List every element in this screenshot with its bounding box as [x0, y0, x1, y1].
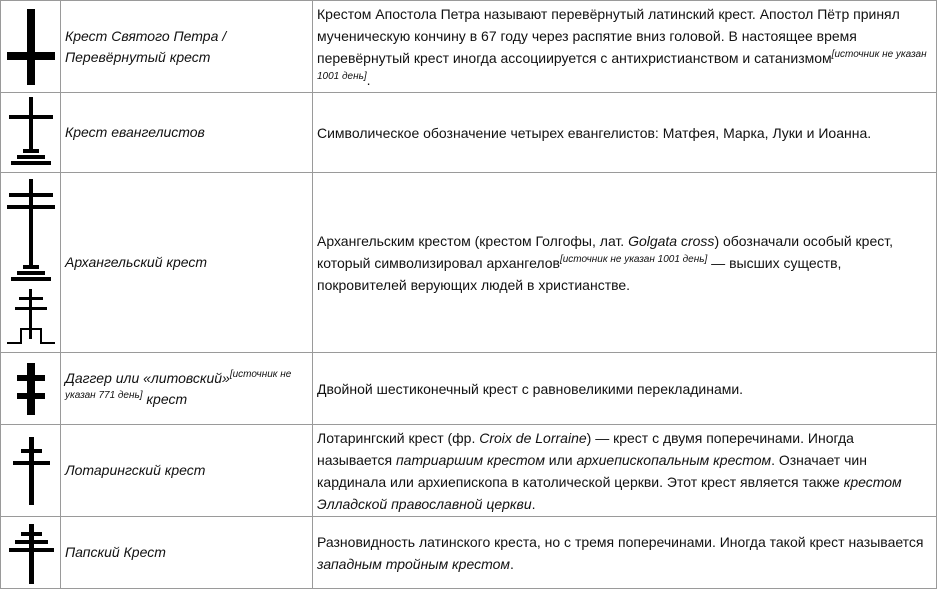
cross-description: Разновидность латинского креста, но с тремя поперечинами. Иногда такой крест называется западным тройным крестом. [313, 517, 937, 589]
table-row-dagger-cross [1, 353, 937, 425]
icon-cell [1, 1, 61, 93]
table-row-archangel-cross [1, 173, 937, 353]
papal-cross-icon [3, 520, 59, 586]
icon-cell [1, 425, 61, 517]
cross-name: Лотарингский крест [61, 425, 313, 517]
lorraine-cross-icon [3, 431, 59, 511]
table-row-evangelists-cross [1, 93, 937, 173]
table-row-peter-cross [1, 1, 937, 93]
cross-name: Даггер или «литовский»[источник не указан 771 день] крест [61, 353, 313, 425]
cross-description: Двойной шестиконечный крест с равновеликими перекладинами. [313, 353, 937, 425]
icon-cell [1, 353, 61, 425]
table-row-papal-cross [1, 517, 937, 589]
cross-description: Символическое обозначение четырех евангелистов: Матфея, Марка, Луки и Иоанна. [313, 93, 937, 173]
cross-description: Лотарингский крест (фр. Croix de Lorraine) — крест с двумя поперечинами. Иногда называется патриаршим крестом или архиепископальным крестом. Означает чин кардинала или архиепископа в католической церкви. Этот крест является также крестом Элладской православной церкви. [313, 425, 937, 517]
cross-description: Крестом Апостола Петра называют перевёрнутый латинский крест. Апостол Пётр принял мученическую кончину в 67 году через распятие вниз головой. В настоящее время перевёрнутый крест иногда ассоциируется с антихристианством и сатанизмом[источник не указан 1001 день]. [313, 1, 937, 93]
evangelists-cross-icon [3, 95, 59, 171]
citation-needed-link[interactable]: [источник не указан 1001 день] [317, 48, 927, 82]
icon-cell [1, 517, 61, 589]
table-row-lorraine-cross [1, 425, 937, 517]
citation-needed-link[interactable]: [источник не указан 1001 день] [559, 253, 708, 265]
cross-description: Архангельским крестом (крестом Голгофы, лат. Golgata cross) обозначали особый крест, который символизировал архангелов[источник не указан 1001 день] — высших существ, покровителей верующих людей в христианстве. [313, 173, 937, 353]
cross-name: Архангельский крест [61, 173, 313, 353]
dagger-cross-icon [3, 359, 59, 419]
archangel-cross-icon [3, 177, 59, 349]
citation-needed-link[interactable]: [источник не указан 771 день] [65, 368, 292, 401]
cross-name: Папский Крест [61, 517, 313, 589]
cross-name: Крест евангелистов [61, 93, 313, 173]
inverted-cross-icon [3, 7, 59, 87]
icon-cell [1, 173, 61, 353]
icon-cell [1, 93, 61, 173]
cross-name: Крест Святого Петра / Перевёрнутый крест [61, 1, 313, 93]
